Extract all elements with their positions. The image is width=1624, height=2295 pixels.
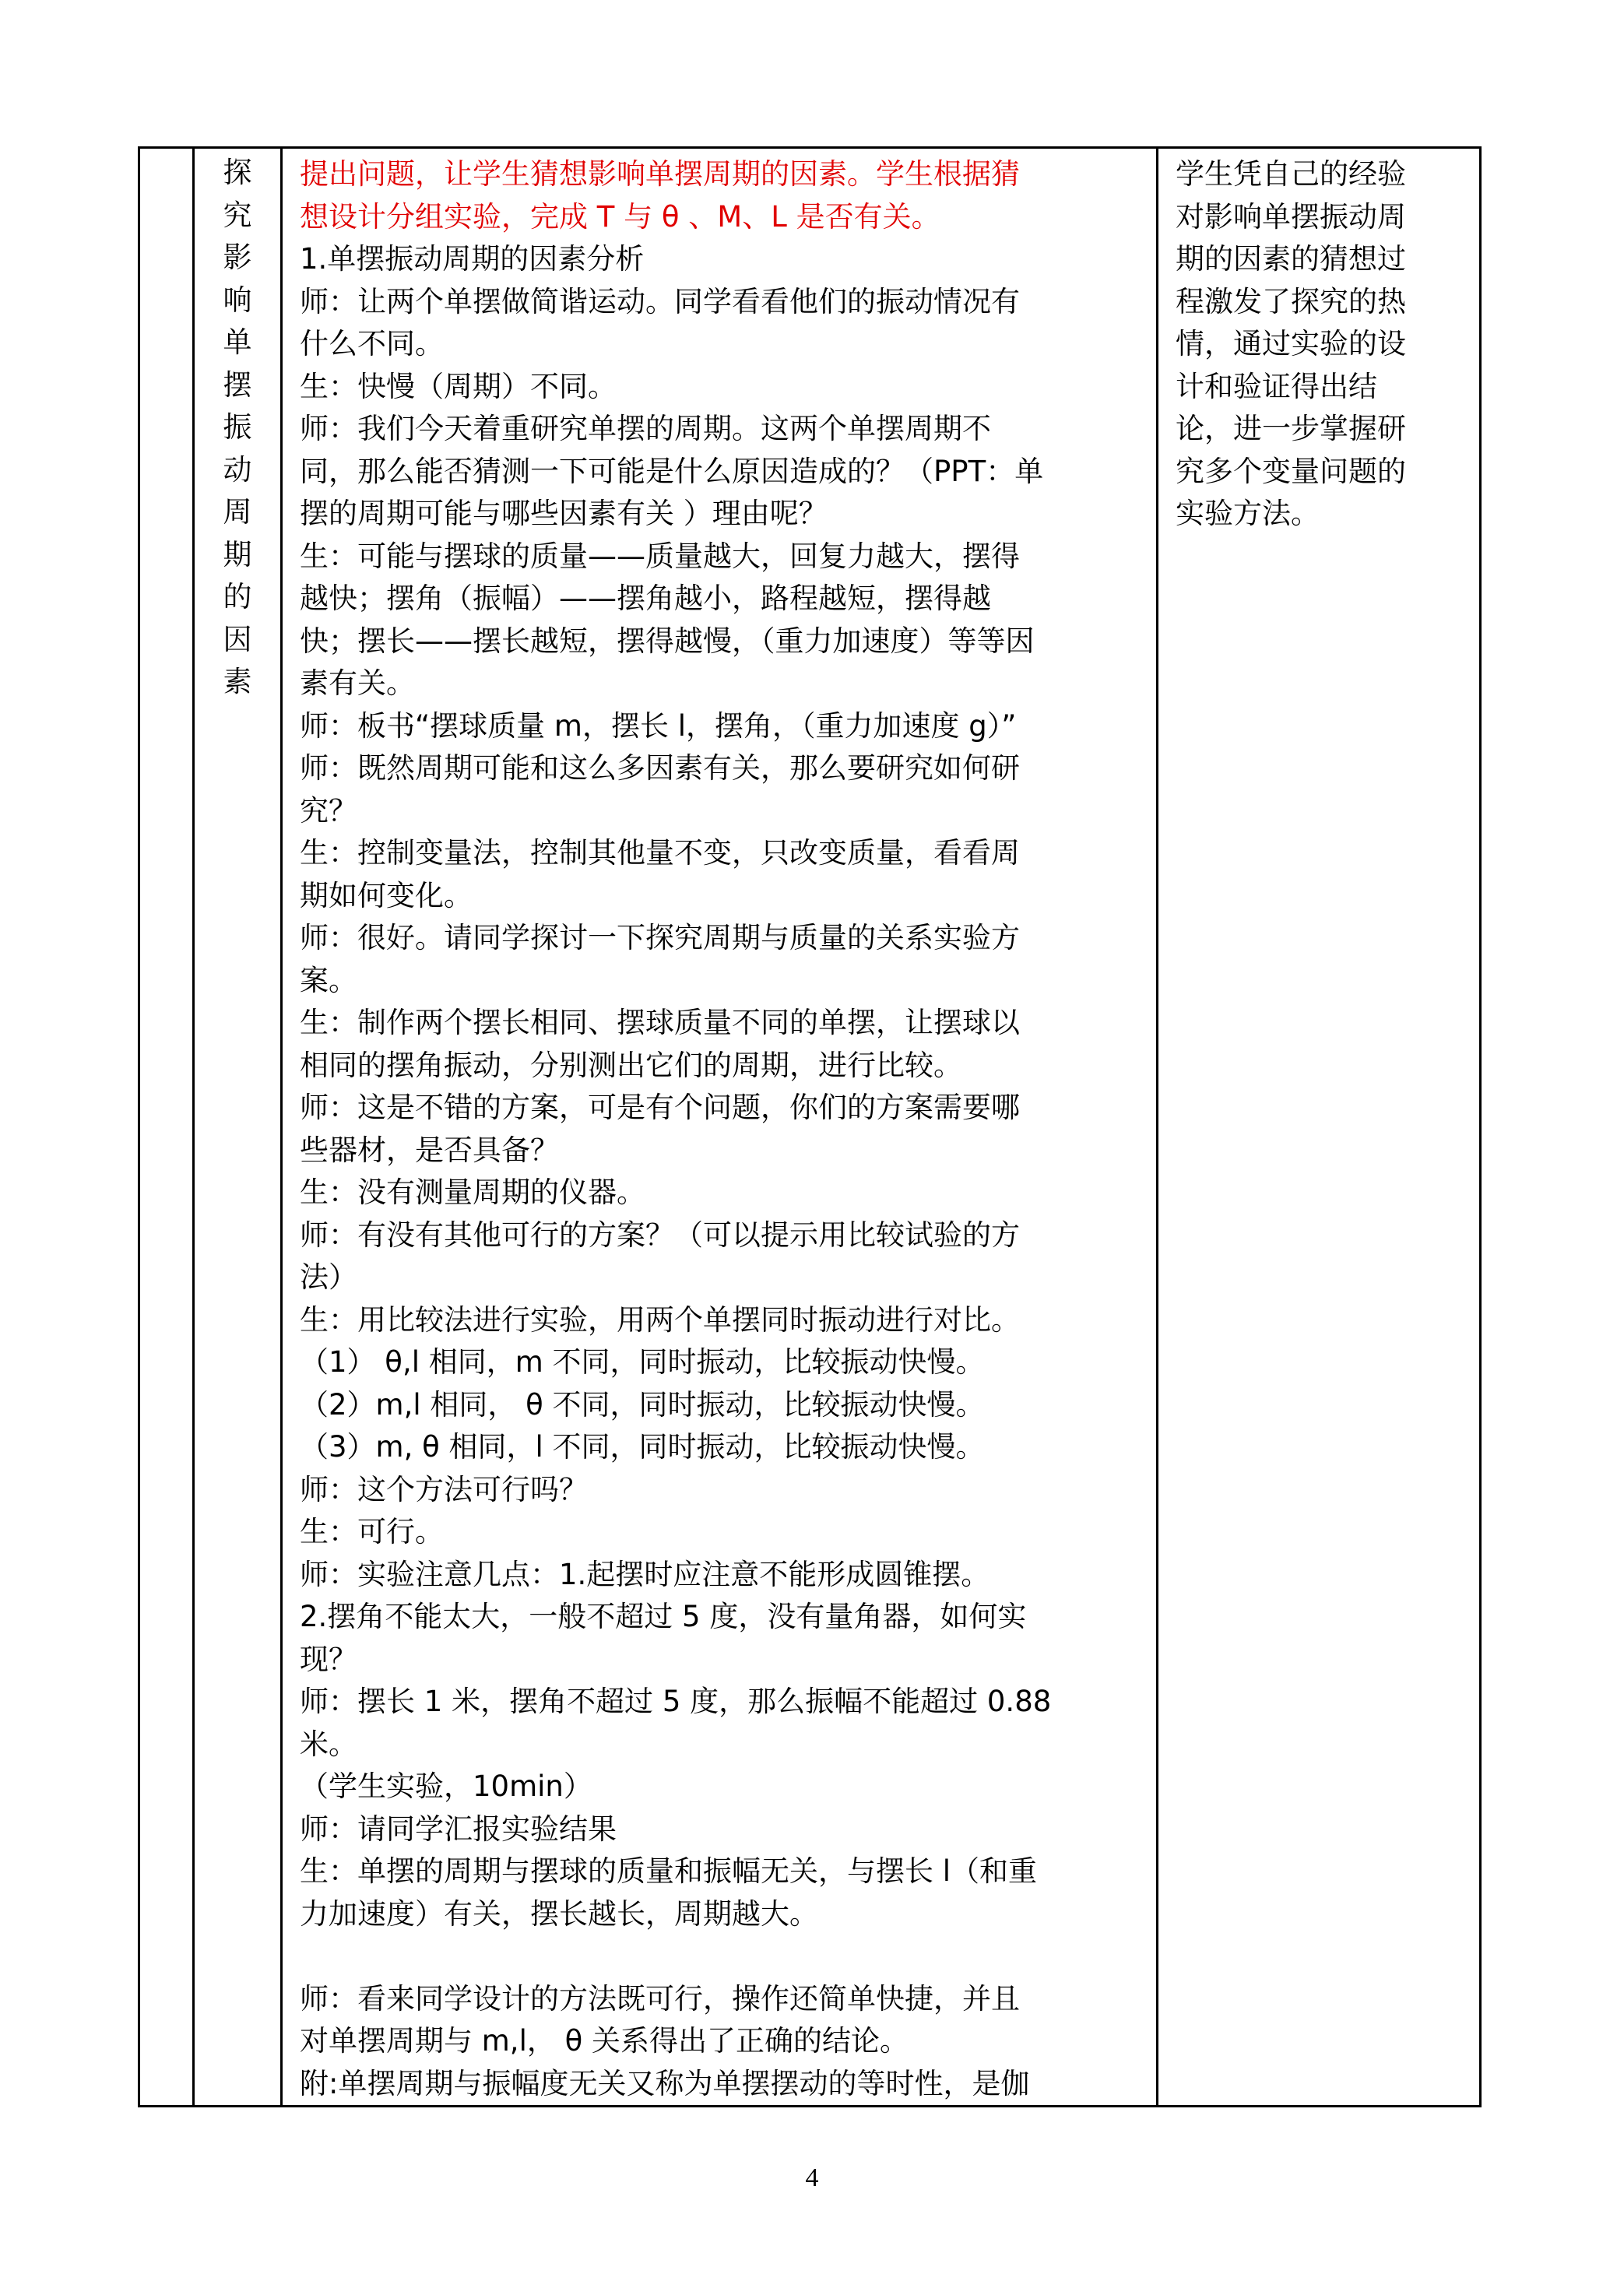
text-line: 师：这是不错的方案，可是有个问题，你们的方案需要哪 [300,1091,1020,1124]
title-char: 究 [223,198,252,232]
text-line: 师：这个方法可行吗？ [300,1472,588,1506]
text-line: 快；摆长——摆长越短，摆得越慢，（重力加速度）等等因 [300,624,1035,658]
highlighted-text-line: 想设计分组实验，完成 T 与 θ 、M、L 是否有关。 [300,199,940,234]
text-line: 力加速度）有关，摆长越长，周期越大。 [300,1896,818,1931]
text-line: 期如何变化。 [300,878,473,912]
title-char: 响 [223,283,252,317]
highlighted-text-line: 提出问题，让学生猜想影响单摆周期的因素。学生根据猜 [300,157,1020,191]
text-line: 越快；摆角（振幅）——摆角越小，路程越短，摆得越 [300,582,991,615]
section-title-vertical [195,152,280,704]
text-line: 1.单摆振动周期的因素分析 [300,242,645,276]
text-line: 究？ [300,793,357,828]
text-line: 法） [300,1260,357,1294]
text-line: （2）m,l 相同， θ 不同，同时振动，比较振动快慢。 [300,1387,985,1422]
title-char: 探 [223,156,252,189]
text-line: 师：看来同学设计的方法既可行，操作还简单快捷，并且 [300,1981,1020,2016]
note-line: 实验方法。 [1176,497,1320,530]
text-line: 师：既然周期可能和这么多因素有关，那么要研究如何研 [300,751,1020,785]
text-line: 师：让两个单摆做简谐运动。同学看看他们的振动情况有 [300,284,1020,318]
text-line: 生：单摆的周期与摆球的质量和振幅无关，与摆长 l（和重 [300,1854,1038,1888]
note-line: 程激发了探究的热 [1176,284,1406,318]
text-line: 生：制作两个摆长相同、摆球质量不同的单摆，让摆球以 [300,1006,1020,1039]
note-line: 情，通过实验的设 [1176,327,1406,360]
text-line: 同，那么能否猜测一下可能是什么原因造成的？（PPT：单 [300,454,1044,488]
blank-cell [139,148,194,2107]
text-line: 素有关。 [300,666,415,700]
text-line: 生：快慢（周期）不同。 [300,369,617,403]
section-title-cell [194,148,282,2107]
note-line: 究多个变量问题的 [1176,454,1406,488]
text-line: 什么不同。 [300,327,444,360]
note-line: 对影响单摆振动周 [1176,199,1406,234]
text-line: 师：请同学汇报实验结果 [300,1812,617,1846]
page-number: 4 [805,2163,819,2192]
text-line: 生：可能与摆球的质量——质量越大，回复力越大，摆得 [300,539,1020,573]
design-intent-cell [1158,148,1481,2107]
text-line: 师：实验注意几点：1.起摆时应注意不能形成圆锥摆。 [300,1557,990,1591]
table-row [139,148,1481,2107]
text-line: 案。 [300,963,357,997]
title-char: 的 [223,580,252,613]
teaching-process-cell [282,148,1158,2107]
text-line: 生：可行。 [300,1515,444,1548]
title-char: 单 [223,325,252,359]
text-line [300,1935,1150,1978]
title-char: 影 [223,241,252,274]
text-line: （1） θ,l 相同，m 不同，同时振动，比较振动快慢。 [300,1345,985,1379]
note-line: 学生凭自己的经验 [1176,157,1406,191]
text-line: 师：我们今天着重研究单摆的周期。这两个单摆周期不 [300,412,991,445]
title-char: 摆 [223,367,252,402]
note-line: 论，进一步掌握研 [1176,412,1406,445]
teaching-process-text [300,153,1150,2105]
text-line: 对单摆周期与 m,l， θ 关系得出了正确的结论。 [300,2024,909,2058]
text-line: 师：很好。请同学探讨一下探究周期与质量的关系实验方 [300,921,1020,954]
text-line: 师：摆长 1 米，摆角不超过 5 度，那么振幅不能超过 0.88 [300,1685,1052,1718]
text-line: 生：用比较法进行实验，用两个单摆同时振动进行对比。 [300,1302,1020,1337]
text-line: 米。 [300,1727,357,1761]
title-char: 动 [223,452,252,487]
text-line: 2.摆角不能太大，一般不超过 5 度，没有量角器，如何实 [300,1600,1027,1633]
title-char: 因 [223,622,252,656]
title-char: 振 [223,410,252,444]
design-intent-text [1176,153,1475,536]
note-line: 期的因素的猜想过 [1176,242,1406,276]
text-line: 生：控制变量法，控制其他量不变，只改变质量，看看周 [300,836,1020,870]
text-line: 现？ [300,1642,357,1676]
title-char: 素 [223,665,252,698]
title-char: 期 [223,537,252,571]
text-line: 相同的摆角振动，分别测出它们的周期，进行比较。 [300,1048,962,1082]
text-line: 摆的周期可能与哪些因素有关 ）理由呢？ [300,497,828,530]
text-line: 生：没有测量周期的仪器。 [300,1176,645,1209]
text-line: 些器材，是否具备？ [300,1133,559,1167]
text-line: 附:单摆周期与振幅度无关又称为单摆摆动的等时性，是伽 [300,2066,1030,2100]
note-line: 计和验证得出结 [1176,369,1377,403]
text-line: （3）m, θ 相同，l 不同，同时振动，比较振动快慢。 [300,1430,985,1464]
title-char: 周 [223,495,252,529]
text-line: 师：板书“摆球质量 m，摆长 l，摆角，（重力加速度 g）” [300,708,1017,743]
text-line: （学生实验，10min） [300,1770,592,1803]
lesson-plan-table [138,146,1482,2107]
text-line: 师：有没有其他可行的方案？（可以提示用比较试验的方 [300,1218,1020,1252]
